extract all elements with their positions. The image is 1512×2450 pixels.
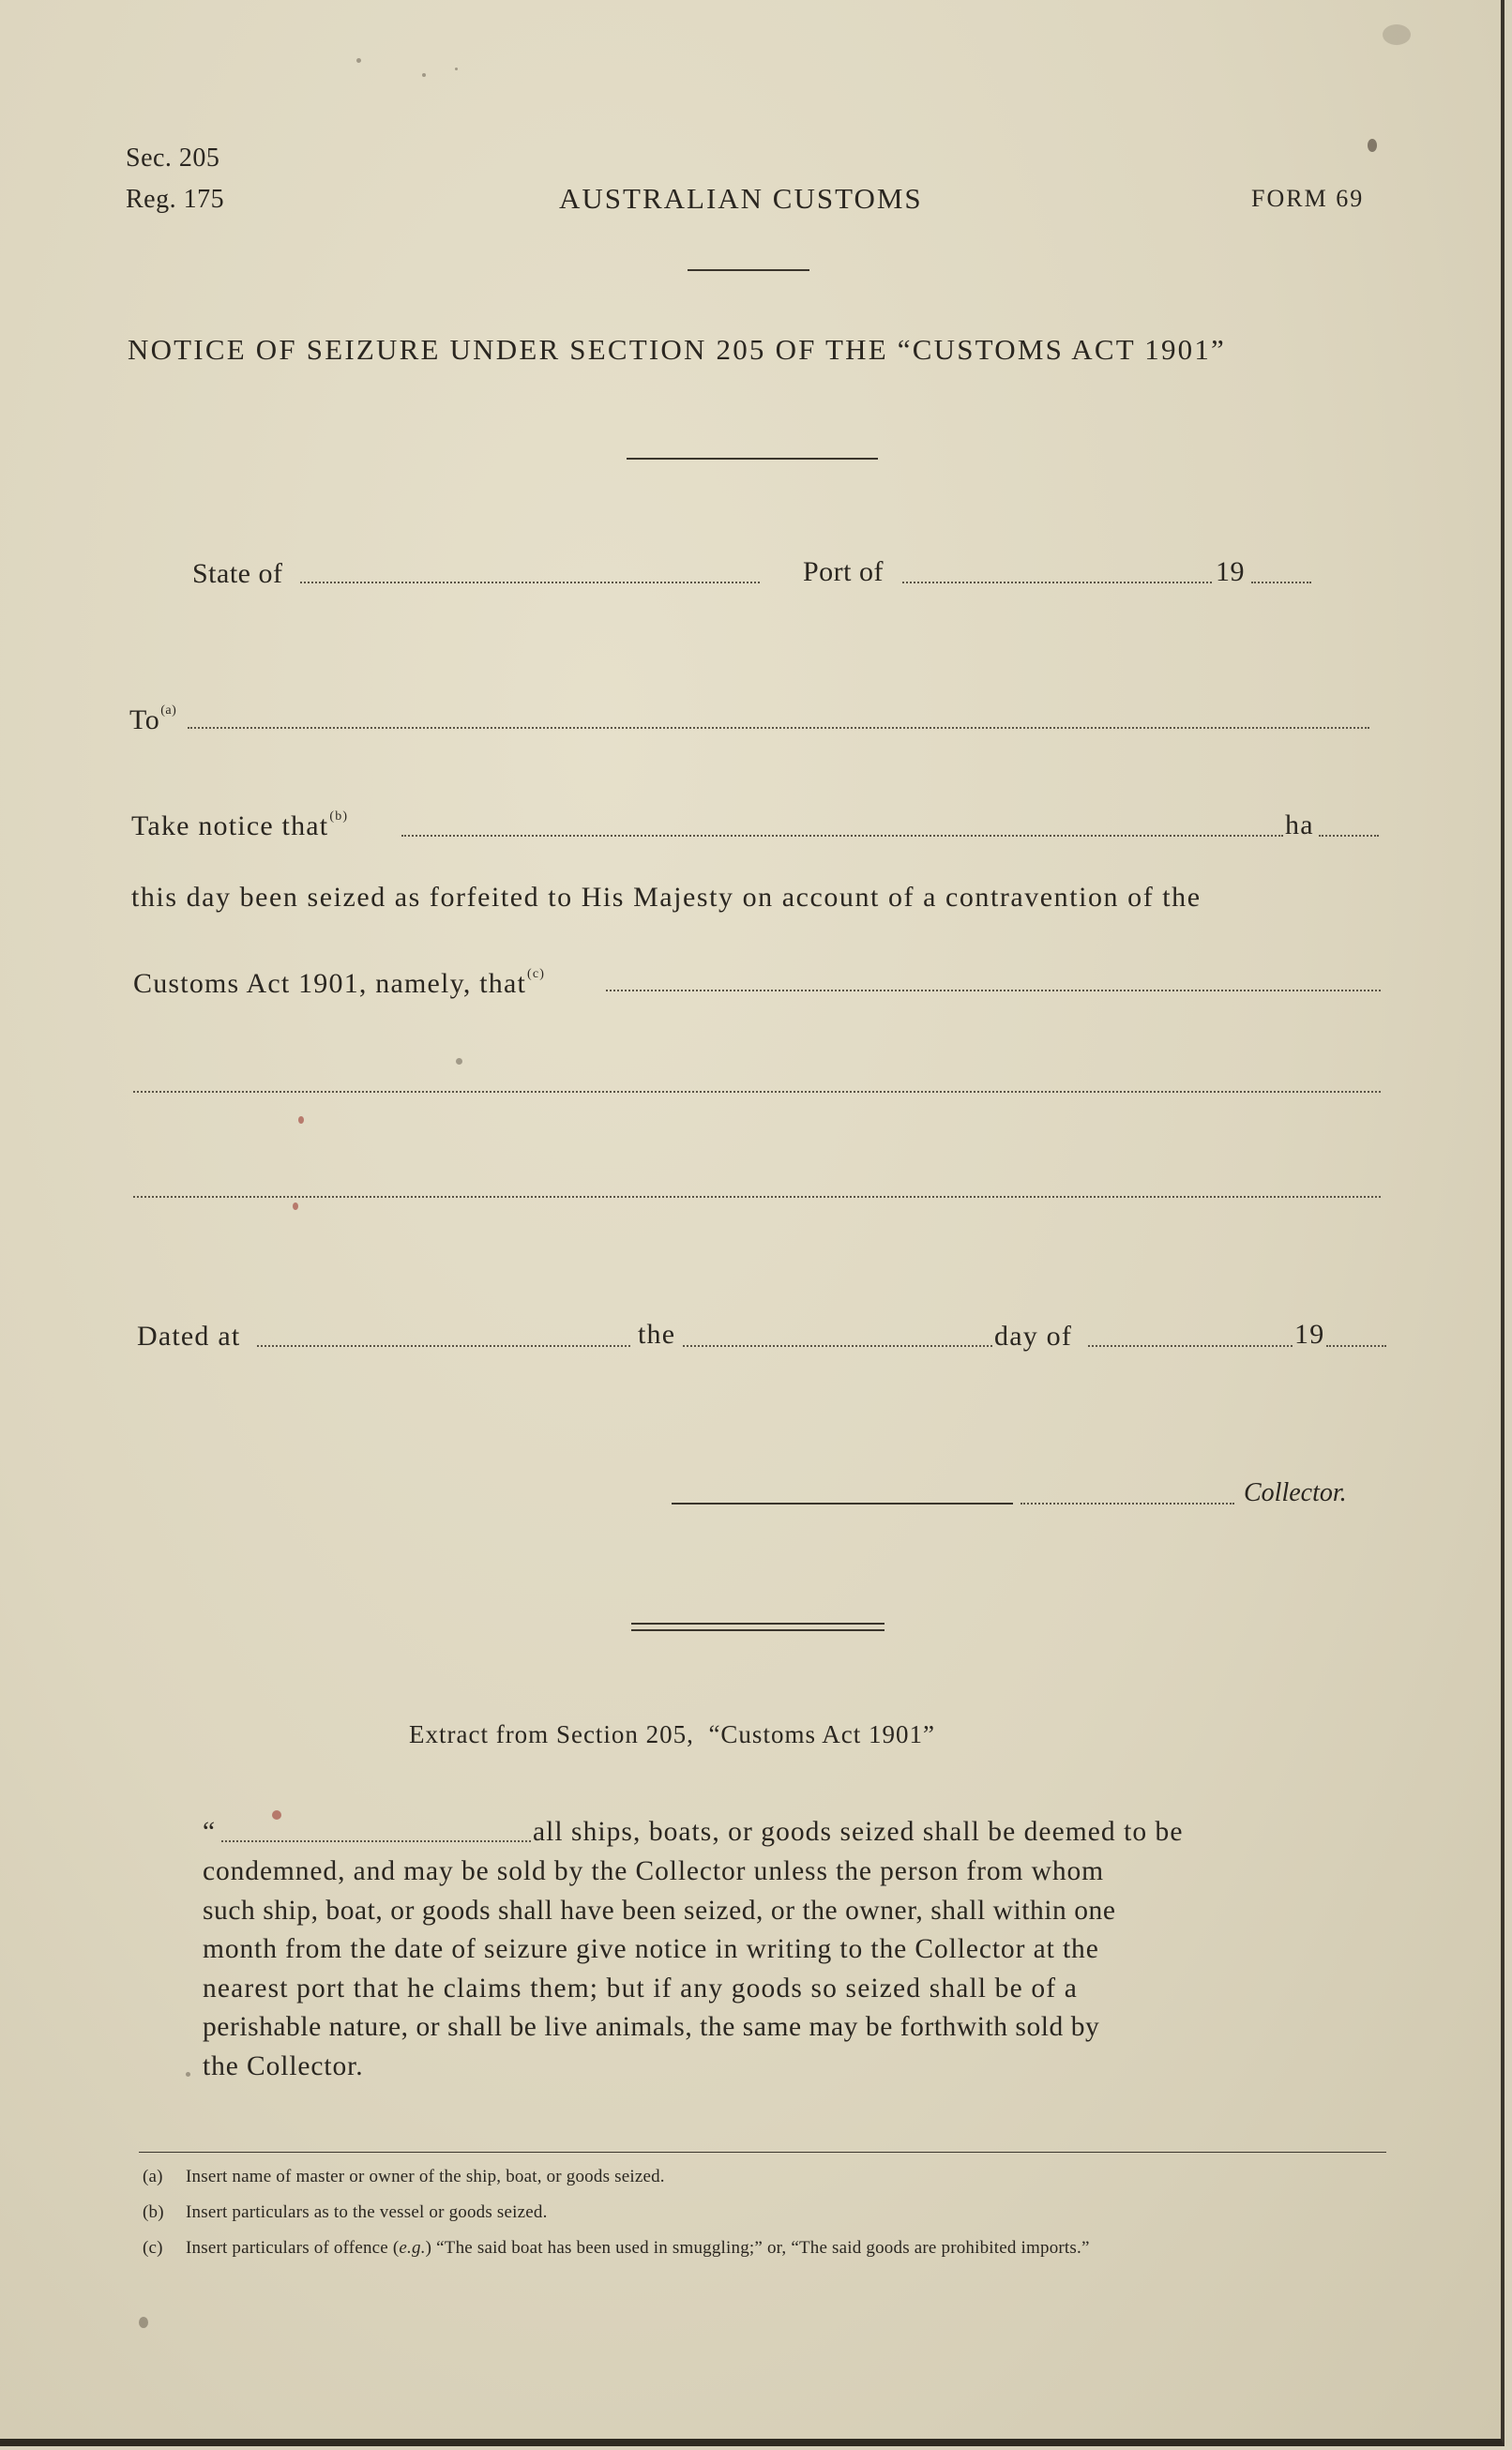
- to-label: To$^{(a)}$: [129, 703, 177, 735]
- take-notice-label: Take notice that$^{(b)}$: [131, 809, 349, 841]
- port-field[interactable]: [902, 582, 1212, 583]
- extract-line-2: condemned, and may be sold by the Collector unless the person from whom: [203, 1856, 1104, 1886]
- paper-spot: [422, 73, 426, 77]
- port-label: Port of: [803, 556, 884, 587]
- footnote-c-text-after: ) “The said boat has been used in smuggling;” or, “The said goods are prohibited imports.”: [425, 2238, 1090, 2258]
- ha-suffix-field[interactable]: [1319, 835, 1379, 837]
- footnote-c-ref: (c): [143, 2238, 163, 2258]
- document-header-title: AUSTRALIAN CUSTOMS: [559, 182, 923, 215]
- section-divider-top: [631, 1623, 885, 1625]
- footnote-ref-c: (c): [527, 967, 546, 981]
- the-label: the: [638, 1319, 676, 1350]
- ink-mark: [298, 1116, 304, 1124]
- ha-suffix: ha: [1285, 809, 1314, 840]
- footnote-a: [143, 2167, 665, 2187]
- paper-spot: [139, 2317, 148, 2328]
- customs-act-label: Customs Act 1901, namely, that$^{(c)}$: [133, 967, 546, 999]
- paper-spot: [356, 58, 361, 63]
- footnote-ref-b: (b): [329, 809, 349, 824]
- footnote-c-eg: e.g.: [399, 2238, 426, 2258]
- extract-line-5: nearest port that he claims them; but if any goods so seized shall be of a: [203, 1974, 1078, 2004]
- footnote-a-text: Insert name of master or owner of the ship, boat, or goods seized.: [186, 2167, 665, 2186]
- offence-field[interactable]: [606, 990, 1381, 991]
- title-divider: [627, 458, 878, 460]
- extract-line-3: such ship, boat, or goods shall have been seized, or the owner, shall within one: [203, 1896, 1116, 1926]
- footnote-a-ref: (a): [143, 2167, 163, 2186]
- footnote-divider: [139, 2152, 1386, 2153]
- signature-line-right[interactable]: [1021, 1503, 1234, 1505]
- take-notice-field[interactable]: [401, 835, 1283, 837]
- to-field[interactable]: [188, 727, 1369, 729]
- year-prefix-2: 19: [1294, 1319, 1325, 1350]
- paper-spot: [1368, 139, 1377, 152]
- footnote-ref-a: (a): [160, 703, 177, 718]
- footnote-c: [143, 2238, 1090, 2259]
- footnote-b-ref: (b): [143, 2202, 164, 2222]
- the-day-field[interactable]: [683, 1345, 992, 1347]
- state-label: State of: [192, 558, 283, 589]
- regulation-reference: Reg. 175: [126, 185, 225, 214]
- extract-title-prefix: Extract from Section 205,: [409, 1720, 694, 1748]
- year-field[interactable]: [1251, 582, 1311, 583]
- footnote-b: [143, 2202, 548, 2223]
- year-field-2[interactable]: [1326, 1345, 1386, 1347]
- form-number: FORM 69: [1251, 185, 1365, 212]
- section-divider-bottom: [631, 1629, 885, 1631]
- extract-line-4: month from the date of seizure give notice in writing to the Collector at the: [203, 1934, 1099, 1964]
- signature-line-left: [672, 1503, 1013, 1505]
- paper-spot: [186, 2072, 190, 2077]
- day-of-label: day of: [994, 1321, 1073, 1352]
- month-field[interactable]: [1088, 1345, 1293, 1347]
- footnote-b-text: Insert particulars as to the vessel or goods seized.: [186, 2202, 548, 2222]
- ink-mark: [272, 1810, 281, 1820]
- year-prefix: 19: [1216, 556, 1245, 587]
- seizure-statement: this day been seized as forfeited to His Majesty on account of a contravention of the: [131, 882, 1202, 913]
- offence-field-line-2[interactable]: [133, 1091, 1381, 1093]
- paper-spot: [456, 1058, 462, 1065]
- extract-line-6: perishable nature, or shall be live animals, the same may be forthwith sold by: [203, 2012, 1100, 2042]
- notice-title: NOTICE OF SEIZURE UNDER SECTION 205 OF THE “CUSTOMS ACT 1901”: [128, 333, 1227, 366]
- extract-line-1: all ships, boats, or goods seized shall be deemed to be: [533, 1817, 1184, 1847]
- extract-title-act: “Customs Act 1901”: [708, 1720, 935, 1748]
- extract-open-quote: “: [203, 1817, 216, 1847]
- paper-stain: [1383, 24, 1411, 45]
- extract-line-7: the Collector.: [203, 2051, 364, 2081]
- collector-label: Collector.: [1244, 1478, 1347, 1507]
- offence-field-line-3[interactable]: [133, 1196, 1381, 1198]
- extract-title: [409, 1720, 935, 1749]
- paper-spot: [455, 68, 458, 70]
- footnote-c-text-before: Insert particulars of offence (: [186, 2238, 400, 2258]
- state-field[interactable]: [300, 582, 760, 583]
- section-reference: Sec. 205: [126, 144, 220, 173]
- header-divider: [688, 269, 809, 271]
- ink-mark: [293, 1202, 298, 1210]
- dated-at-field[interactable]: [257, 1345, 630, 1347]
- extract-omission-line: [221, 1840, 531, 1842]
- dated-at-label: Dated at: [137, 1321, 241, 1352]
